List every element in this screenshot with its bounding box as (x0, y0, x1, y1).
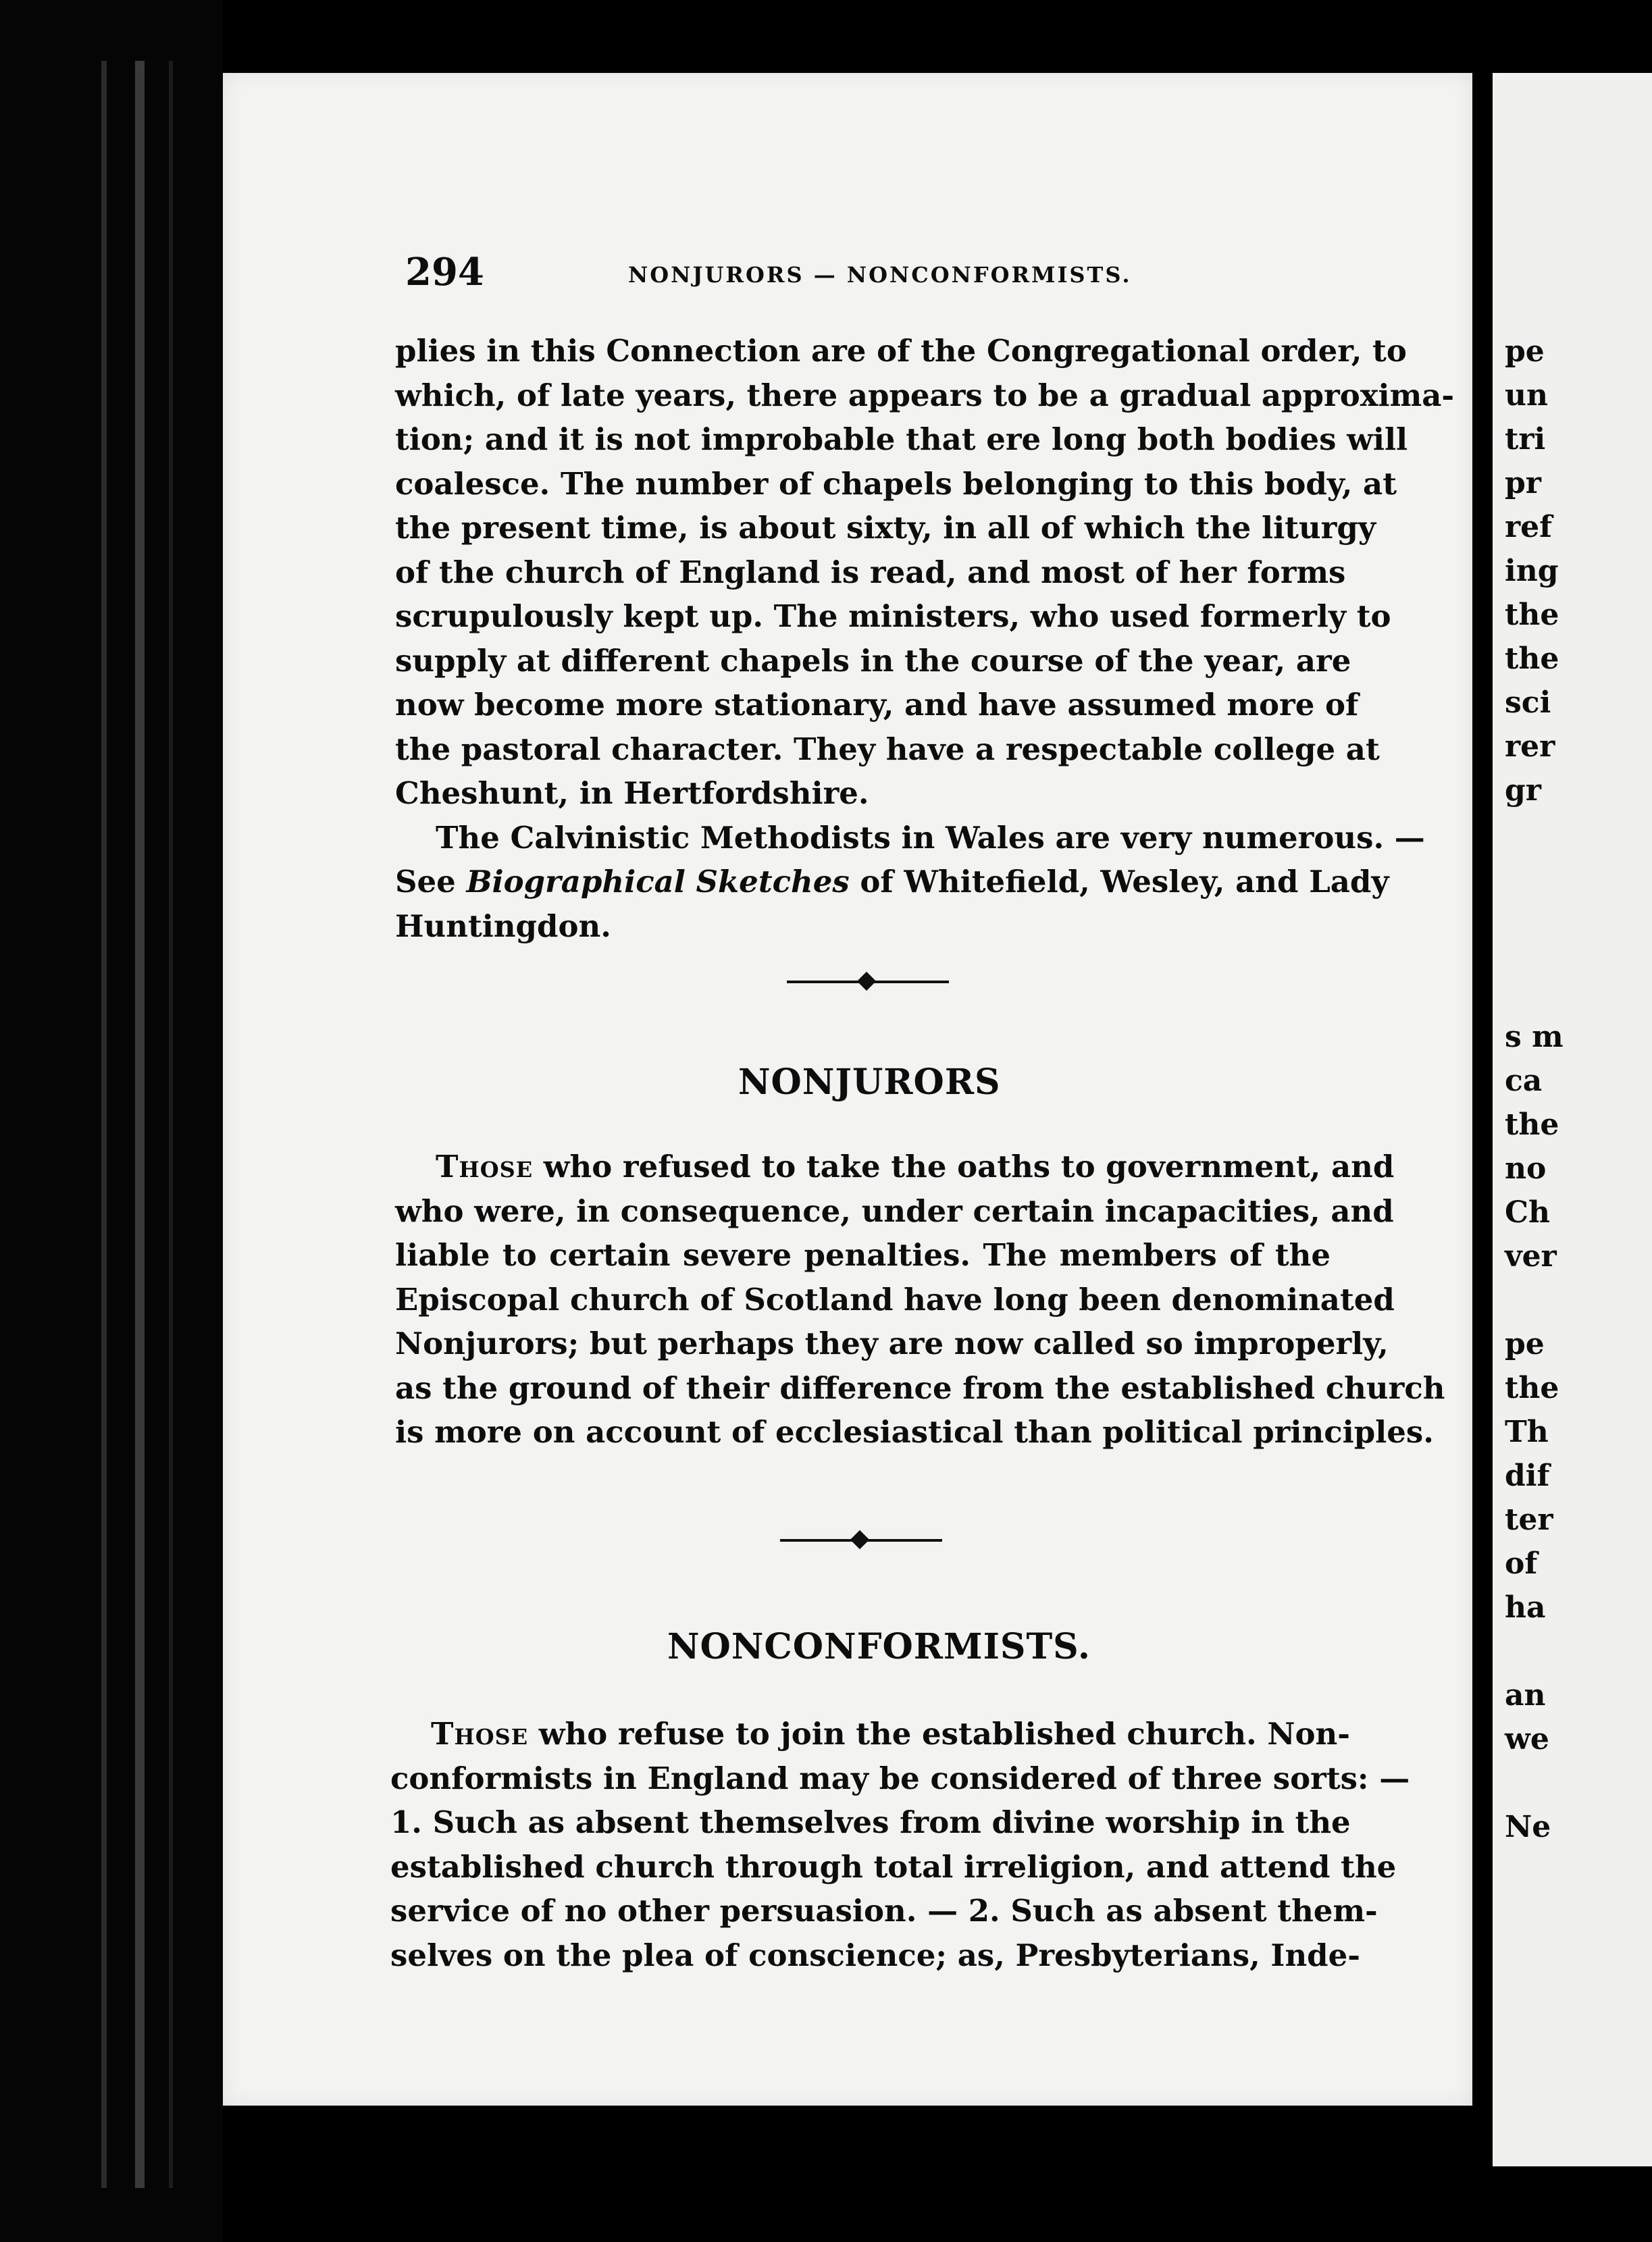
text-line: now become more stationary, and have assumed more of (395, 687, 1359, 723)
page-gutter (1472, 0, 1493, 2242)
text-line: plies in this Connection are of the Congregational order, to (395, 333, 1407, 369)
facing-page-line: ha (1505, 1590, 1546, 1625)
facing-page-line: we (1505, 1722, 1549, 1756)
text-segment: of Whitefield, Wesley, and Lady (849, 864, 1389, 900)
text-line: scrupulously kept up. The ministers, who used formerly to (395, 598, 1391, 634)
binding-shadow-line (135, 61, 145, 2188)
facing-page-line: gr (1505, 773, 1541, 808)
divider-diamond (850, 1530, 869, 1549)
text-line: established church through total irreligion, and attend the (390, 1848, 1397, 1885)
facing-page-line: ter (1505, 1503, 1553, 1537)
facing-page-line: dif (1505, 1459, 1550, 1493)
continuation-paragraph (395, 329, 1455, 948)
facing-page-line: ver (1505, 1239, 1557, 1274)
facing-page-line: ing (1505, 554, 1559, 588)
section-divider-ornament (780, 1532, 942, 1548)
facing-page-line: rer (1505, 729, 1555, 764)
text-line: Cheshunt, in Hertfordshire. (395, 775, 869, 811)
text-line: who were, in consequence, under certain incapacities, and (395, 1193, 1394, 1229)
text-line: conformists in England may be considered of three sorts: — (390, 1760, 1410, 1796)
text-line: tion; and it is not improbable that ere long both bodies will (395, 421, 1408, 457)
nonjurors-paragraph (395, 1145, 1445, 1455)
text-line: Episcopal church of Scotland have long been denominated (395, 1281, 1395, 1318)
facing-page-line: Th (1505, 1415, 1549, 1449)
text-segment: See (395, 864, 467, 900)
text-line: as the ground of their difference from the established church (395, 1370, 1445, 1406)
italic-book-title: Biographical Sketches (466, 864, 850, 900)
facing-page-line (1505, 1761, 1564, 1805)
text-line: which, of late years, there appears to be a gradual approxima- (395, 377, 1455, 413)
text-line: coalesce. The number of chapels belonging to this body, at (395, 465, 1397, 502)
page-number: 294 (405, 250, 484, 294)
facing-page-line: of (1505, 1546, 1538, 1581)
facing-page-line: sci (1505, 685, 1551, 720)
text-line: selves on the plea of conscience; as, Presbyterians, Inde- (390, 1937, 1360, 1973)
text-line: service of no other persuasion. — 2. Such as absent them- (390, 1893, 1378, 1929)
divider-diamond (857, 972, 876, 991)
lead-word: Those (436, 1149, 534, 1184)
facing-page-line (1505, 1630, 1564, 1673)
facing-page-line: pe (1505, 1327, 1545, 1361)
nonjurors-heading: NONJURORS (738, 1062, 1001, 1103)
facing-page-line: the (1505, 1371, 1559, 1405)
facing-page-line: no (1505, 1151, 1547, 1186)
facing-page-line: pr (1505, 466, 1541, 500)
text-line: supply at different chapels in the course of the year, are (395, 642, 1351, 679)
facing-page-line: Ne (1505, 1810, 1551, 1844)
facing-page-text (1505, 330, 1564, 1849)
text-line: 1. Such as absent themselves from divine worship in the (390, 1804, 1351, 1840)
text-line: Huntingdon. (395, 908, 611, 944)
text-line: the present time, is about sixty, in all of which the liturgy (395, 510, 1376, 546)
text-line: is more on account of ecclesiastical than political principles. (395, 1414, 1434, 1450)
facing-page-line: the (1505, 1107, 1559, 1142)
facing-page-line: ref (1505, 510, 1553, 544)
facing-page-line (1505, 1278, 1564, 1322)
text-line (395, 1145, 1395, 1189)
text-segment: who refuse to join the established church. Non- (528, 1716, 1350, 1752)
binding-shadow-line (101, 61, 107, 2188)
nonconformists-paragraph (390, 1712, 1410, 1977)
text-line (390, 1712, 1350, 1756)
text-segment: who refused to take the oaths to government, and (533, 1149, 1395, 1184)
facing-page-line: the (1505, 642, 1559, 676)
facing-page-line: an (1505, 1678, 1546, 1713)
running-title: NONJURORS — NONCONFORMISTS. (628, 262, 1132, 288)
facing-page-line: s m (1505, 1020, 1564, 1054)
facing-page-line: un (1505, 378, 1548, 413)
text-line: The Calvinistic Methodists in Wales are very numerous. — (436, 819, 1425, 856)
book-binding-edge (0, 0, 223, 2242)
text-line: of the church of England is read, and most of her forms (395, 554, 1346, 590)
facing-page-line: Ch (1505, 1195, 1551, 1230)
facing-page-line: the (1505, 598, 1559, 632)
facing-page-line: tri (1505, 422, 1546, 457)
running-head (405, 250, 1351, 304)
text-line: Nonjurors; but perhaps they are now called so improperly, (395, 1326, 1389, 1361)
section-divider-ornament (787, 973, 949, 989)
text-line: liable to certain severe penalties. The members of the (395, 1237, 1331, 1273)
nonconformists-heading: NONCONFORMISTS. (667, 1626, 1091, 1667)
text-line: the pastoral character. They have a respectable college at (395, 731, 1380, 767)
binding-shadow-line (169, 61, 173, 2188)
facing-page-fragment (1493, 73, 1652, 2166)
facing-page-line: ca (1505, 1064, 1543, 1098)
text-line (395, 860, 1389, 904)
facing-page-line: pe (1505, 334, 1545, 369)
lead-word: Those (431, 1716, 529, 1752)
